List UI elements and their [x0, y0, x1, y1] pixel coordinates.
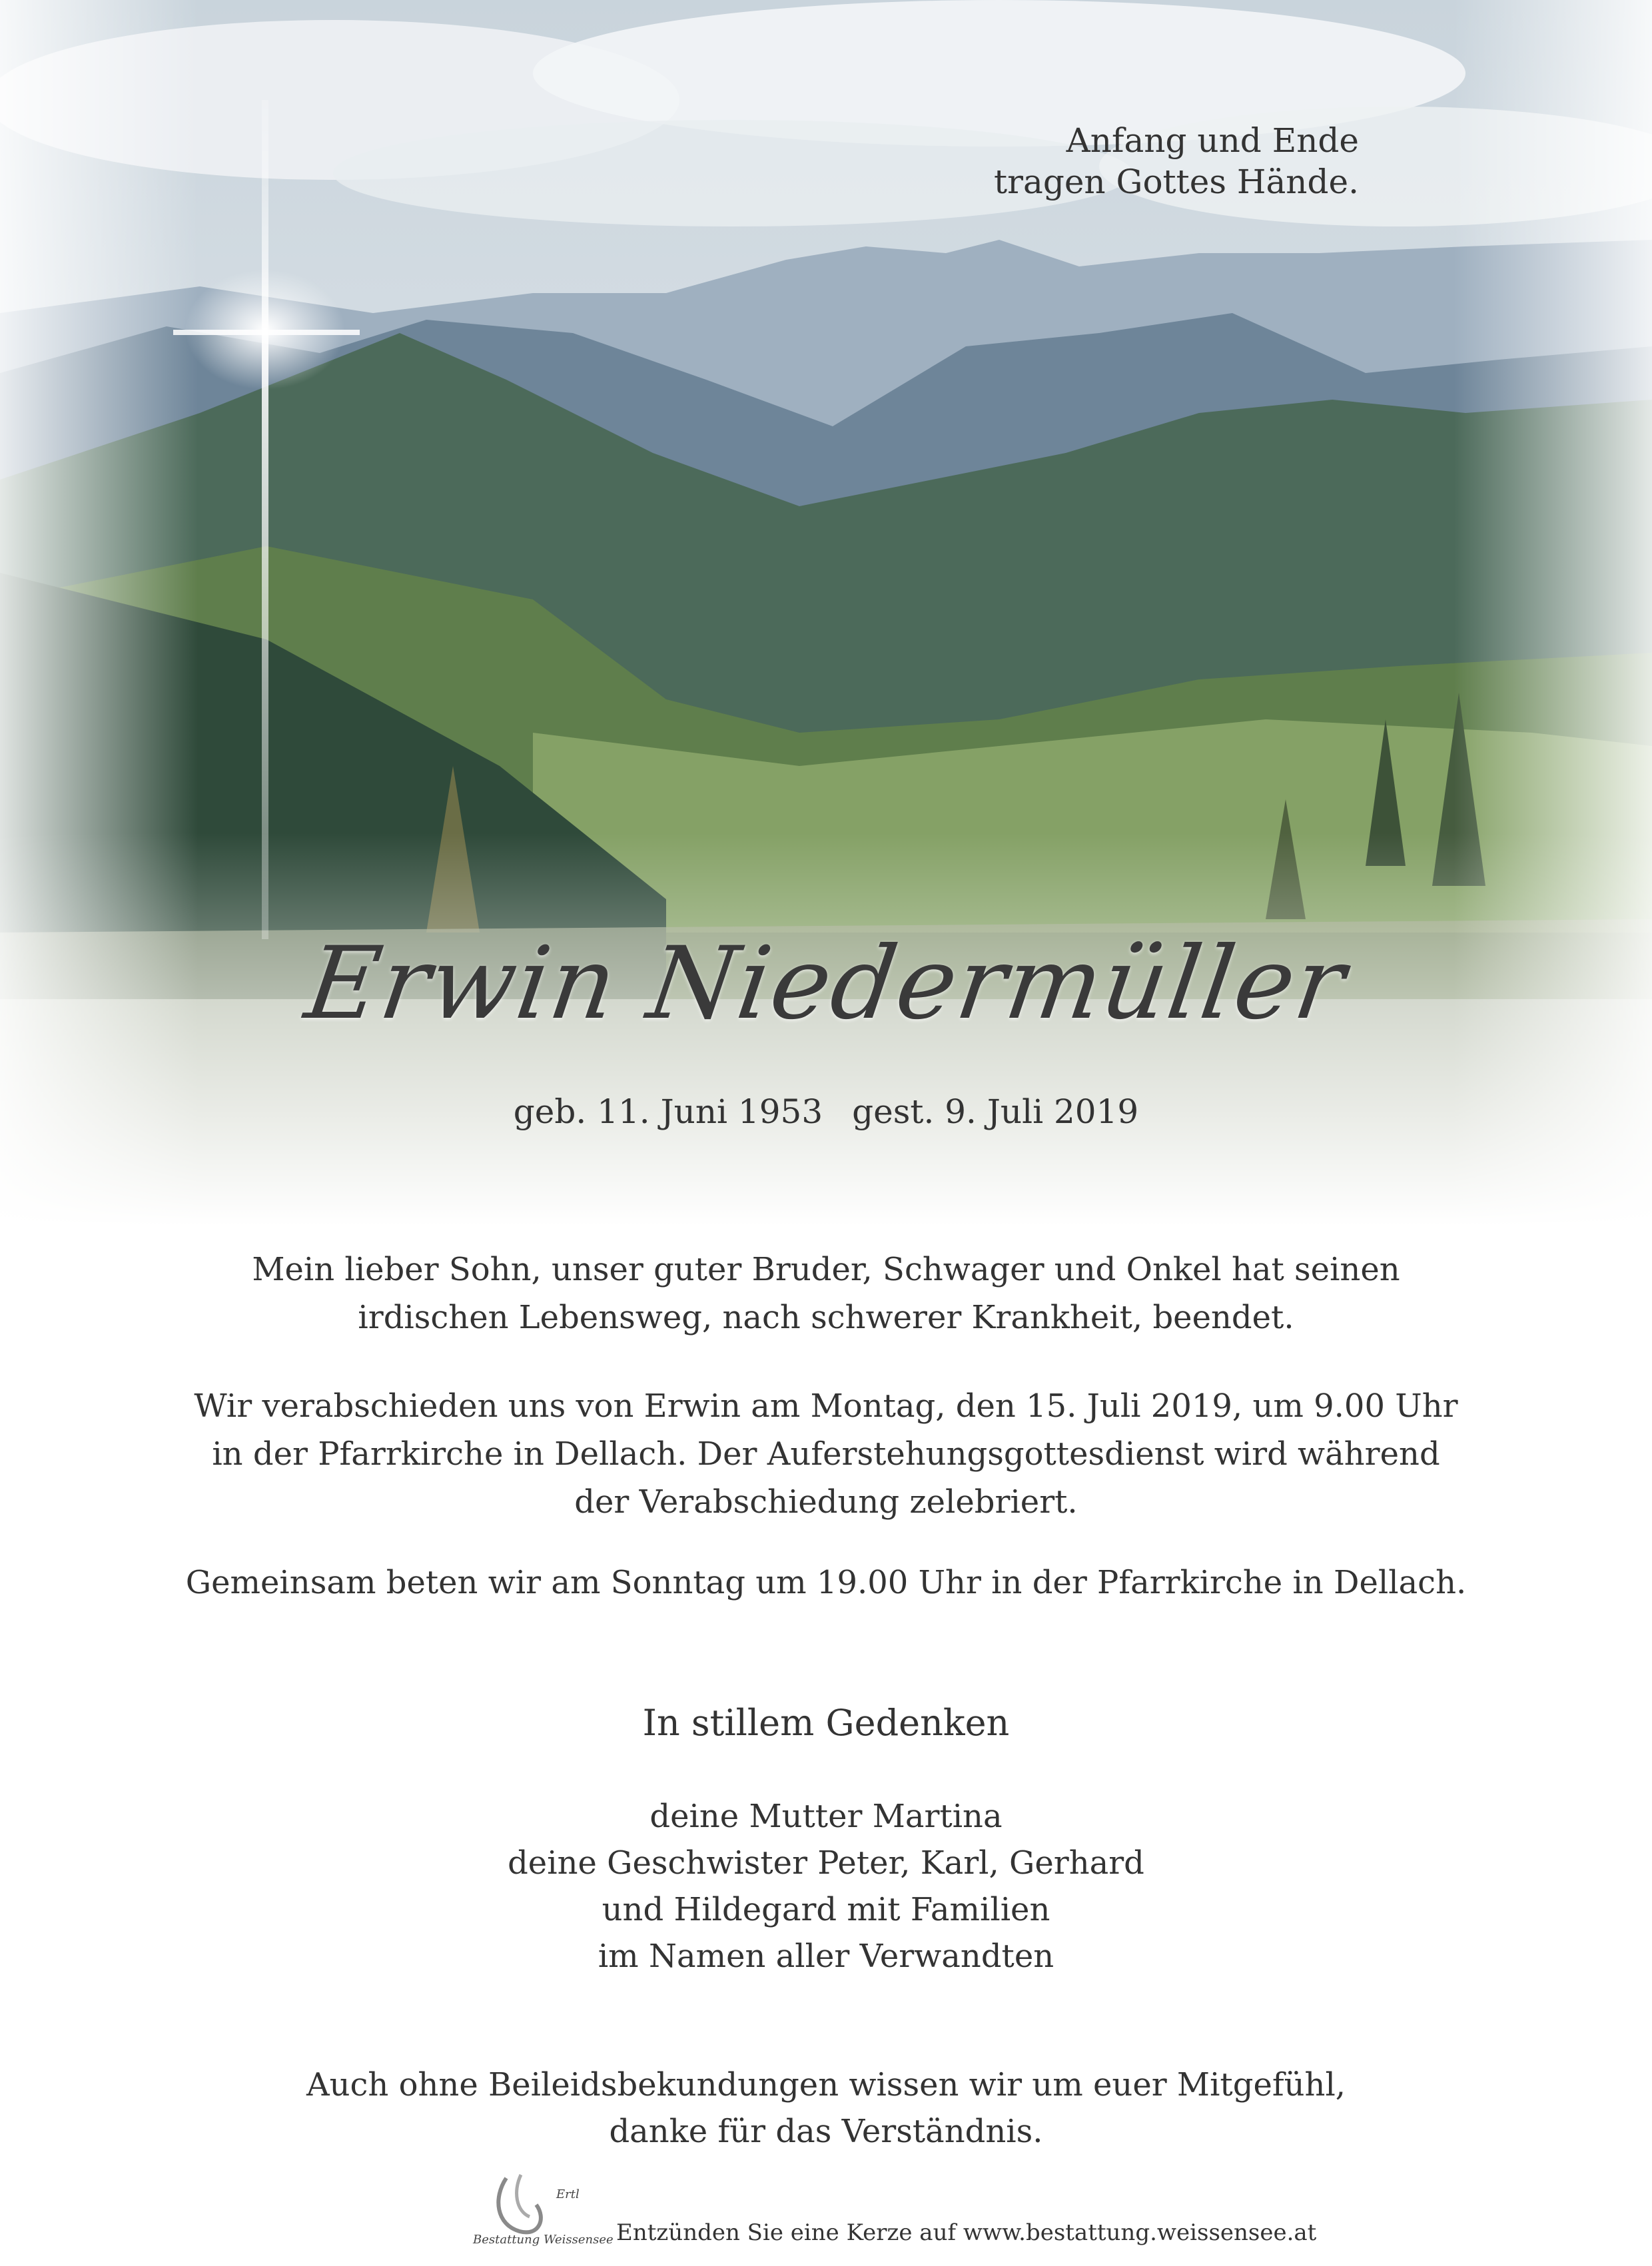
- mourner-line: deine Mutter Martina: [649, 1798, 1003, 1835]
- text-line: der Verabschiedung zelebriert.: [574, 1483, 1078, 1521]
- text-line: Gemeinsam beten wir am Sonntag um 19.00 Uhr in der Pfarrkirche in Dellach.: [185, 1564, 1467, 1601]
- closing-line: Auch ohne Beileidsbekundungen wissen wir um euer Mitgefühl,: [306, 2066, 1346, 2103]
- deceased-name: Erwin Niedermüller: [298, 926, 1354, 1042]
- motto-verse: [893, 120, 1359, 202]
- text-line: Mein lieber Sohn, unser guter Bruder, Schwager und Onkel hat seinen: [252, 1251, 1400, 1288]
- mourner-line: und Hildegard mit Familien: [602, 1891, 1050, 1928]
- remembrance-heading: In stillem Gedenken: [642, 1702, 1010, 1744]
- closing-note: [0, 2062, 1652, 2155]
- mourners-list: [0, 1793, 1652, 1980]
- announcement-paragraph-3: [160, 1559, 1492, 1607]
- logo-brand: Bestattung Weissensee: [473, 2233, 614, 2247]
- announcement-paragraph-2: [160, 1382, 1492, 1526]
- motto-line-1: Anfang und Ende: [1066, 121, 1359, 160]
- footer-candle-link-text: Entzünden Sie eine Kerze auf www.bestattung.weissensee.at: [616, 2219, 1317, 2246]
- closing-line: danke für das Verständnis.: [609, 2113, 1043, 2150]
- text-line: in der Pfarrkirche in Dellach. Der Auferstehungsgottesdienst wird während: [212, 1435, 1440, 1473]
- footer: [466, 2165, 1317, 2251]
- life-dates: [0, 1092, 1652, 1131]
- text-line: irdischen Lebensweg, nach schwerer Krankheit, beendet.: [358, 1299, 1294, 1336]
- funeral-home-logo: [466, 2165, 620, 2251]
- birth-date: geb. 11. Juni 1953: [513, 1092, 823, 1131]
- text-line: Wir verabschieden uns von Erwin am Montag, den 15. Juli 2019, um 9.00 Uhr: [194, 1387, 1458, 1425]
- announcement-paragraph-1: [160, 1246, 1492, 1341]
- mourner-line: im Namen aller Verwandten: [598, 1938, 1054, 1975]
- logo-owner: Ertl: [556, 2187, 580, 2201]
- mourner-line: deine Geschwister Peter, Karl, Gerhard: [508, 1844, 1144, 1882]
- death-date: gest. 9. Juli 2019: [852, 1092, 1139, 1131]
- motto-line-2: tragen Gottes Hände.: [994, 163, 1359, 201]
